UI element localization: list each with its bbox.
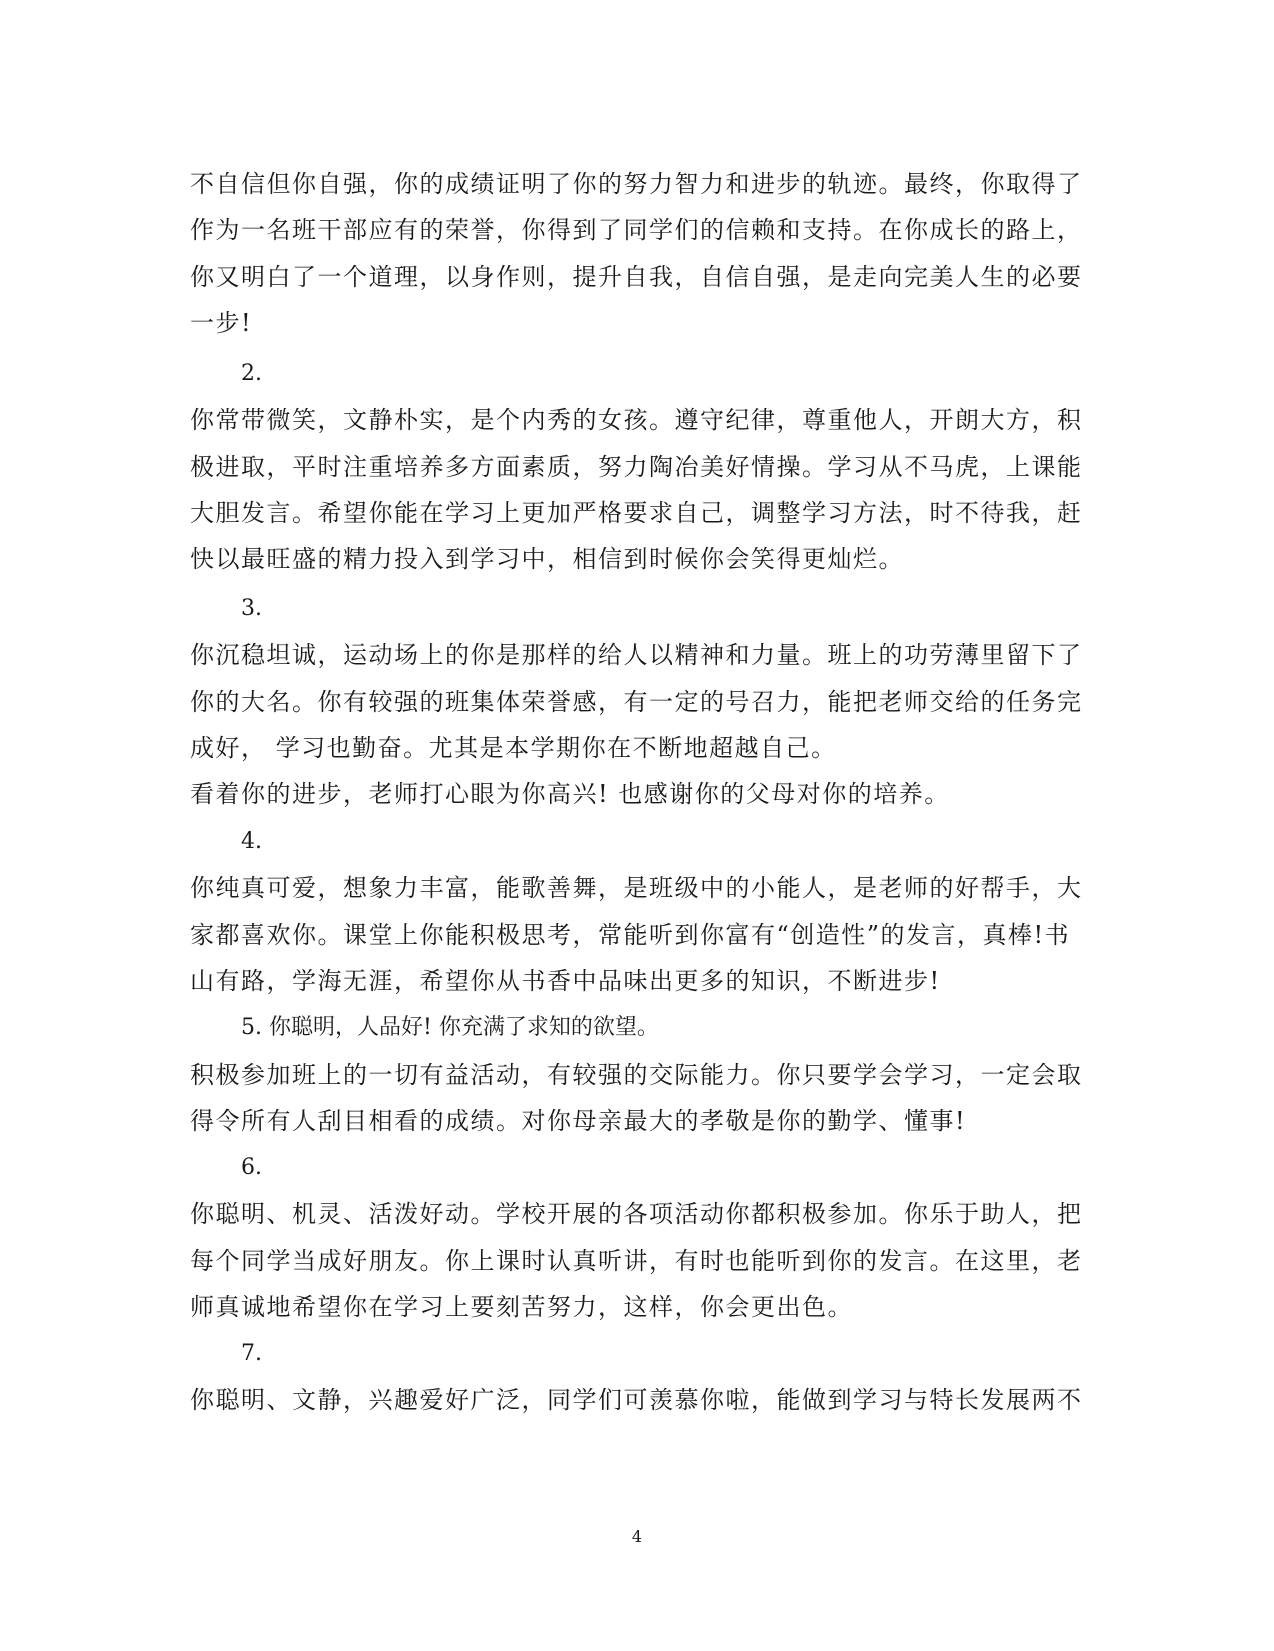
text-line: 你又明白了一个道理，以身作则，提升自我，自信自强，是走向完美人生的必要 xyxy=(190,263,1083,291)
item-number: 7. xyxy=(241,1341,262,1366)
text-line: 积极参加班上的一切有益活动，有较强的交际能力。你只要学会学习，一定会取 xyxy=(190,1061,1083,1089)
text-line: 大胆发言。希望你能在学习上更加严格要求自己，调整学习方法，时不待我，赶 xyxy=(190,499,1083,527)
page-number: 4 xyxy=(631,1527,643,1546)
text-line: 你聪明、机灵、活泼好动。学校开展的各项活动你都积极参加。你乐于助人，把 xyxy=(190,1200,1083,1228)
item-number: 2. xyxy=(241,361,262,386)
text-line: 你聪明、文静，兴趣爱好广泛，同学们可羡慕你啦，能做到学习与特长发展两不 xyxy=(190,1386,1083,1414)
text-line: 一步! xyxy=(190,309,253,337)
text-line: 你纯真可爱，想象力丰富，能歌善舞，是班级中的小能人，是老师的好帮手，大 xyxy=(190,874,1083,902)
item-number: 3. xyxy=(241,596,262,621)
text-line: 看着你的进步，老师打心眼为你高兴! 也感谢你的父母对你的培养。 xyxy=(190,780,950,808)
text-line: 你的大名。你有较强的班集体荣誉感，有一定的号召力，能把老师交给的任务完 xyxy=(190,688,1083,716)
text-line: 极进取，平时注重培养多方面素质，努力陶冶美好情操。学习从不马虎，上课能 xyxy=(190,453,1083,481)
text-line: 得令所有人刮目相看的成绩。对你母亲最大的孝敬是你的勤学、懂事! xyxy=(190,1107,967,1135)
text-line: 作为一名班干部应有的荣誉，你得到了同学们的信赖和支持。在你成长的路上， xyxy=(190,216,1083,244)
text-line: 师真诚地希望你在学习上要刻苦努力，这样，你会更出色。 xyxy=(190,1293,853,1321)
text-line: 山有路，学海无涯，希望你从书香中品味出更多的知识，不断进步! xyxy=(190,967,941,995)
item-number: 6. xyxy=(241,1155,262,1180)
text-line: 你常带微笑，文静朴实，是个内秀的女孩。遵守纪律，尊重他人，开朗大方，积 xyxy=(190,406,1083,434)
text-line: 不自信但你自强，你的成绩证明了你的努力智力和进步的轨迹。最终，你取得了 xyxy=(190,170,1083,198)
text-line: 成好， 学习也勤奋。尤其是本学期你在不断地超越自己。 xyxy=(190,734,837,762)
text-line: 你沉稳坦诚，运动场上的你是那样的给人以精神和力量。班上的功劳薄里留下了 xyxy=(190,641,1083,669)
text-line: 快以最旺盛的精力投入到学习中，相信到时候你会笑得更灿烂。 xyxy=(190,545,904,573)
item-number-with-text: 5. 你聪明，人品好! 你充满了求知的欲望。 xyxy=(241,1015,659,1040)
text-line: 家都喜欢你。课堂上你能积极思考，常能听到你富有“创造性”的发言，真棒!书 xyxy=(190,921,1071,949)
item-number: 4. xyxy=(241,829,262,854)
text-line: 每个同学当成好朋友。你上课时认真听讲，有时也能听到你的发言。在这里，老 xyxy=(190,1247,1083,1275)
